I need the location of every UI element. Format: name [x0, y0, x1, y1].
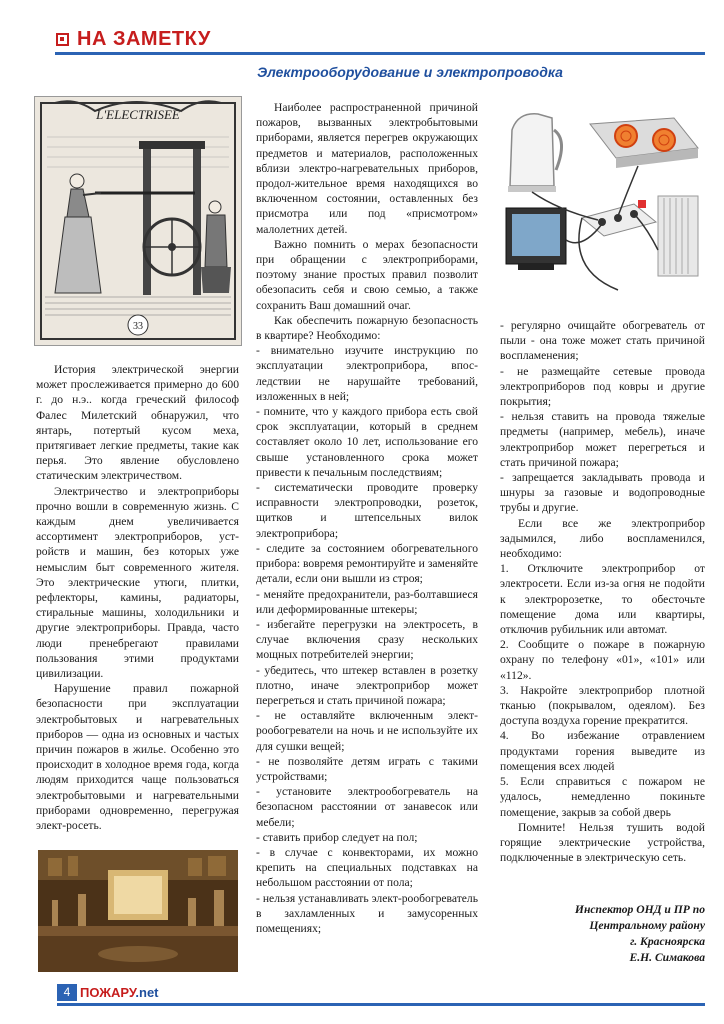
article-column-2: [256, 100, 478, 936]
signature-line: Центральному району: [589, 919, 705, 932]
list-item: - не размещайте сетевые провода электроприборов под ковры и другие покрытия;: [500, 364, 705, 409]
numbered-item: 5. Если справиться с пожаром не удалось, немедленно покиньте помещение, закрыв за собой дверь: [500, 775, 705, 819]
engraving-caption: L'ELECTRISEE: [96, 107, 180, 122]
brand-suffix: .net: [135, 985, 159, 1000]
list-item: - в случае с конвекторами, их можно крепить на специальных подставках на небольшом расстоянии от пола;: [256, 845, 478, 890]
list-item: - не позволяйте детям играть с такими устройствами;: [256, 754, 478, 783]
list-item: - регулярно очищайте обогреватель от пыли - она тоже может стать причиной воспламенения;: [500, 319, 705, 363]
numbered-item: 2. Сообщите о пожаре в пожарную охрану по телефону «01», «101» или «112».: [500, 638, 705, 682]
list-item: - меняйте предохранители, раз-болтавшиеся или деформированные штекеры;: [256, 587, 478, 616]
section-header: [56, 28, 211, 51]
signature-line: Е.Н. Симакова: [629, 951, 705, 964]
list-item: - установите электрообогреватель на безопасном расстоянии от занавесок или мебели;: [256, 785, 478, 829]
signature-line: Инспектор ОНД и ПР по: [574, 903, 705, 916]
list-item: - следите за состоянием обогревательного прибора: вовремя ремонтируйте и заменяйте детали, если они вышли из строя;: [256, 541, 478, 586]
paragraph: Важно помнить о мерах безопасности при обращении с электроприборами, поэтому знание простых правил позволит обезопасить себя и свою семью, а также сохранить Ваш домашний очаг.: [256, 237, 478, 312]
paragraph: Если все же электроприбор задымился, либо воспламенился, необходимо:: [500, 516, 705, 561]
numbered-item: 3. Накройте электроприбор плотной тканью (покрывалом, одеялом). Без доступа воздуха горение прекратится.: [500, 683, 705, 728]
signature-line: г. Красноярска: [630, 935, 705, 948]
list-item: - убедитесь, что штекер вставлен в розетку плотно, иначе электроприбор может перегреться и стать причиной пожара;: [256, 663, 478, 707]
numbered-item: 4. Во избежание отравлением продуктами горения выведите из помещения всех людей: [500, 729, 705, 773]
page-number: 4: [57, 984, 77, 1001]
engraving-illustration: [34, 96, 242, 346]
checkbox-bullet-icon: [56, 33, 69, 46]
brand-name: ПОЖАРУ: [80, 985, 136, 1000]
list-item: - внимательно изучите инструкцию по эксплуатации электроприбора, впос-ледствии не нарушайте требований, изложенных в ней;: [256, 344, 478, 403]
footer-brand: [80, 984, 159, 1001]
numbered-item: 1. Отключите электроприбор от электросети. Если из-за огня не подойти к электророзетке, то обесточьте помещение дома или квартиры, отключив рубильник или автомат.: [500, 562, 705, 637]
article-column-3: [500, 318, 705, 865]
list-item: - избегайте перегрузки на электросеть, в случае включения сразу нескольких мощных потребителей энергии;: [256, 617, 478, 662]
list-item: - нельзя ставить на провода тяжелые предметы (например, мебель), иначе электроприбор может перегреться и стать причиной пожара;: [500, 410, 705, 469]
appliances-illustration: [498, 100, 704, 300]
paragraph: Нарушение правил пожарной безопасности при эксплуатации электробытовых и нагревательных приборов — одна из основных и частых причин пожаров в жилье. Особенно это происходит в холодное время года, когда людям приходится чаще пользоваться электробытовыми и нагревательными приборами одновременно, перегружая элект-росеть.: [36, 682, 239, 833]
list-item: - нельзя устанавливать элект-рообогреватель в захламленных и замусоренных помещениях;: [256, 891, 478, 935]
footer-rule: [57, 1003, 705, 1006]
paragraph: Помните! Нельзя тушить водой горящие электрические устройства, подключенные в электрическую сеть.: [500, 820, 705, 865]
list-item: - ставить прибор следует на пол;: [256, 830, 418, 844]
article-column-1: [36, 362, 239, 833]
list-item: - систематически проводите проверку исправности электропроводки, розеток, щитков и штепсельных вилок электроприбора;: [256, 481, 478, 540]
paragraph: Наиболее распространенной причиной пожаров, вызванных электробытовыми приборами, является перегрев окружающих предметов и материалов, расположенных вблизи электро-нагревательных приборов, продол-жительное время находящихся во включенном состоянии, оставленных без присмотра или под «присмотром» малолетних детей.: [256, 101, 478, 236]
interior-illustration: [38, 850, 238, 972]
list-item: - не оставляйте включенным элект-рообогреватели на ночь и не используйте их для сушки вещей;: [256, 709, 478, 753]
engraving-number: 33: [133, 321, 143, 332]
section-title: НА ЗАМЕТКУ: [77, 28, 211, 50]
list-item: - запрещается закладывать провода и шнуры за газовые и водопроводные трубы и другие.: [500, 471, 705, 515]
paragraph: Электричество и электроприборы прочно вошли в современную жизнь. С каждым днем увеличивается ассортимент электроприборов, уст-ройств и машин, без которых уже немыслим быт современного жителя. Это электрические утюги, плитки, рефлекторы, камины, радиаторы, стиральные машины, холодильники и другие электроприборы. Правда, часто люди пренебрегают правилами пользования этими продуктами цивилизации.: [36, 484, 239, 681]
paragraph: История электрической энергии может прослеживается примерно до 600 г. до н.э.. когда греческий философ Фалес Милетский обнаружил, что янтарь, потертый кусом меха, притягивает легкие предметы, такие как перья. Это явление обусловлено статическим электричеством.: [36, 363, 239, 483]
paragraph: Как обеспечить пожарную безопасность в квартире? Необходимо:: [256, 313, 478, 343]
list-item: - помните, что у каждого прибора есть свой срок эксплуатации, который в среднем составляет около 10 лет, использование его свыше установленного срока может привести к печальным последствиям;: [256, 405, 478, 479]
article-title: Электрооборудование и электропроводка: [257, 64, 563, 80]
signature-block: [500, 902, 705, 966]
header-rule: [55, 52, 705, 55]
